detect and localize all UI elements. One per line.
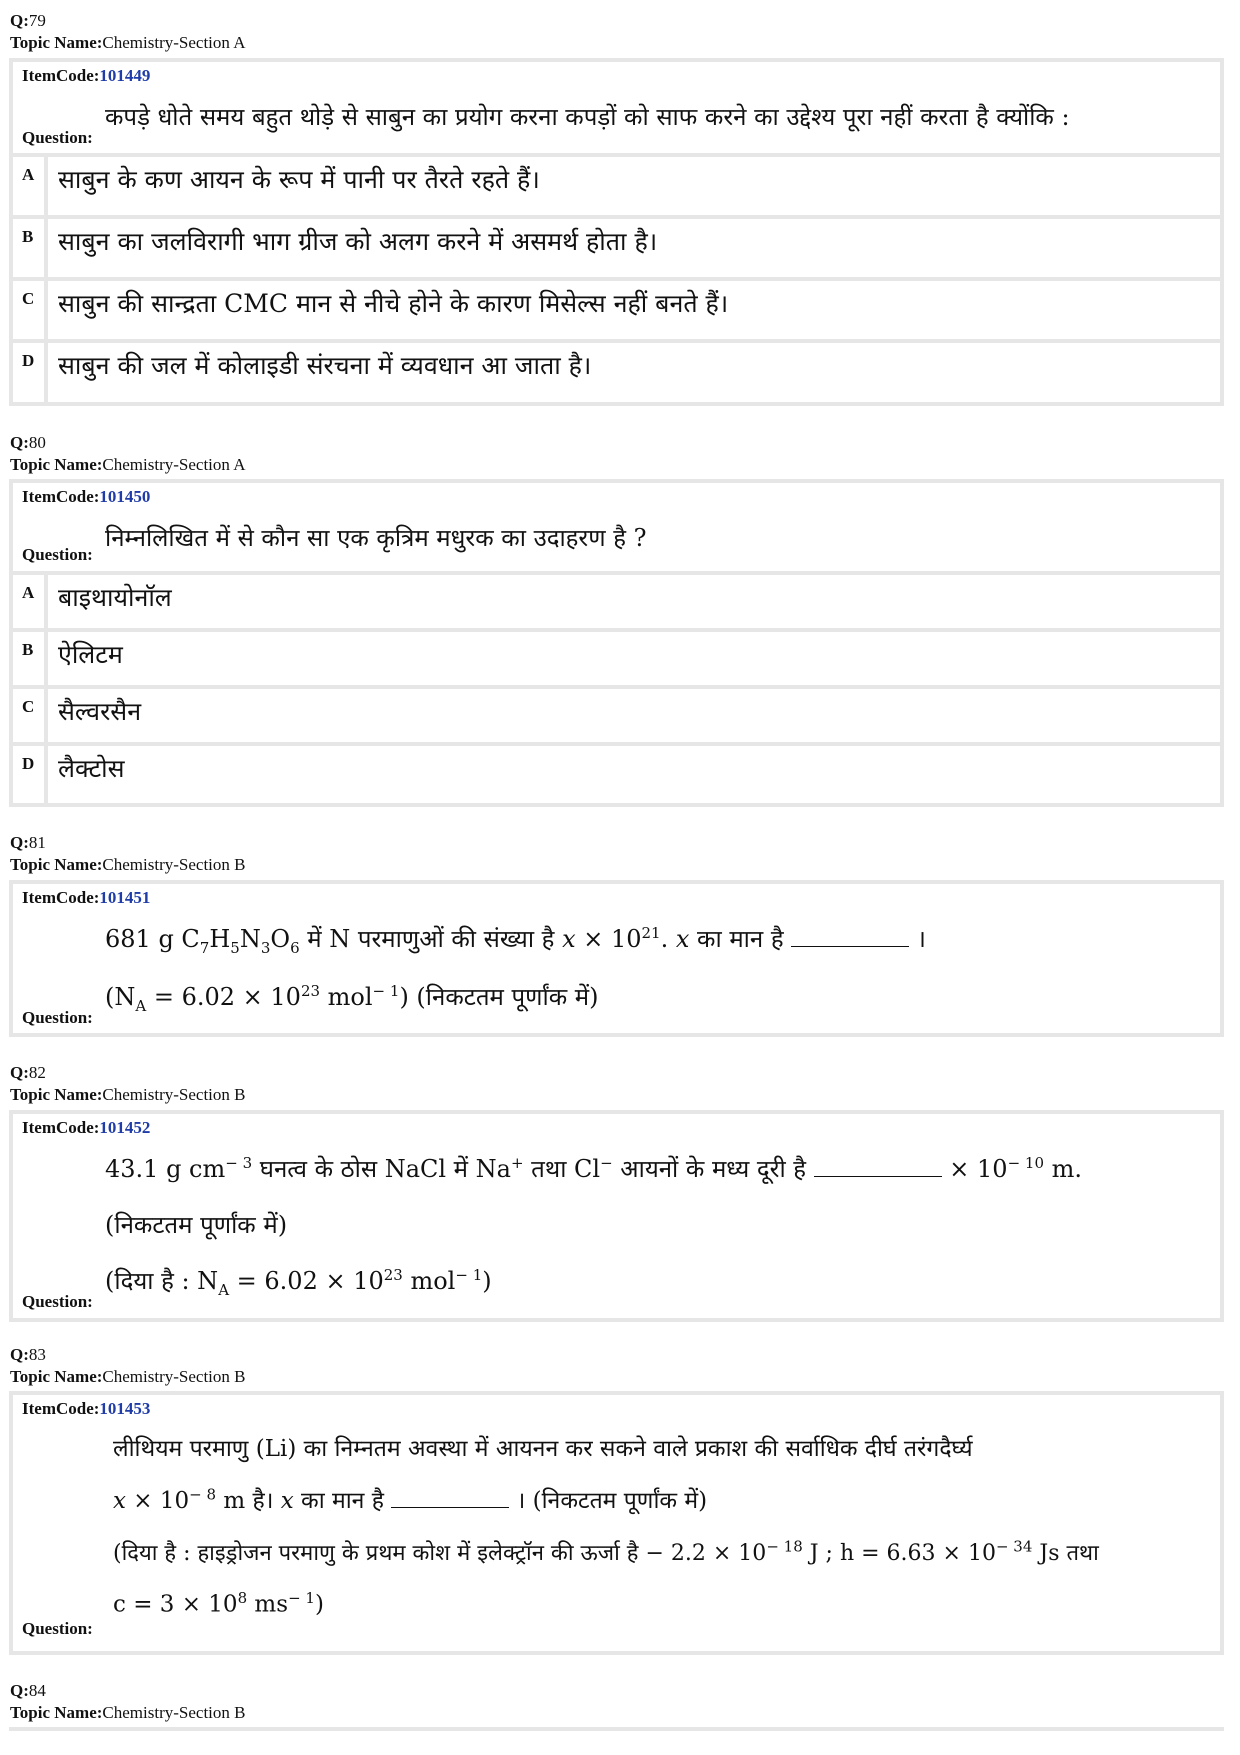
- item-code-value: 101453: [99, 1399, 151, 1418]
- topic-name: Chemistry-Section B: [102, 855, 246, 874]
- option-letter: D: [22, 754, 35, 773]
- question-header-81: [10, 832, 245, 876]
- option-letter: B: [22, 227, 34, 246]
- option-text: साबुन का जलविरागी भाग ग्रीज को अलग करने में असमर्थ होता है।: [58, 227, 658, 256]
- item-code-value: 101452: [99, 1118, 151, 1137]
- option-text: साबुन की जल में कोलाइडी संरचना में व्यवधान आ जाता है।: [58, 351, 592, 380]
- question-number: 80: [28, 433, 46, 452]
- question-line-1: लीथियम परमाणु (Li) का निम्नतम अवस्था में आयनन कर सकने वाले प्रकाश की सर्वाधिक दीर्घ तरंगदैर्घ्य: [113, 1436, 973, 1462]
- option-a[interactable]: [13, 153, 1220, 219]
- question-number: 81: [28, 833, 46, 852]
- question-line-1: 43.1 g $cm^{- 3}$ घनत्व के ठोस NaCl में Na+ तथा Cl− आयनों के मध्य दूरी है × $10^{- 10}$ m.: [105, 1154, 1083, 1183]
- question-header-83: [10, 1344, 245, 1388]
- topic-name: Chemistry-Section B: [102, 1367, 246, 1386]
- topic-name: Chemistry-Section A: [102, 455, 246, 474]
- question-label: Question:: [22, 1008, 93, 1027]
- q-label: Q:: [10, 833, 29, 852]
- topic-label: Topic Name:: [10, 33, 103, 52]
- option-c[interactable]: [13, 685, 1220, 746]
- q-label: Q:: [10, 1345, 29, 1364]
- q-label: Q:: [10, 11, 29, 30]
- question-line-2: (निकटतम पूर्णांक में): [105, 1211, 288, 1239]
- topic-label: Topic Name:: [10, 855, 103, 874]
- question-label: Question:: [22, 1619, 93, 1638]
- option-letter: A: [22, 165, 35, 184]
- item-code-value: 101451: [99, 888, 151, 907]
- option-text: साबुन की सान्द्रता CMC मान से नीचे होने के कारण मिसेल्स नहीं बनते हैं।: [58, 289, 729, 318]
- item-code: ItemCode:101452: [22, 1118, 151, 1137]
- q-label: Q:: [10, 433, 29, 452]
- item-code-value: 101450: [99, 487, 151, 506]
- item-code: ItemCode:101450: [22, 487, 151, 506]
- question-line-2: ($N_A = 6.02 \times 10^{23}$ mol$^{- 1}$) (निकटतम पूर्णांक में): [105, 982, 599, 1015]
- option-letter: D: [22, 351, 35, 370]
- question-line-4: $c = 3 \times 10^8$ $ms^{- 1}$): [113, 1589, 324, 1618]
- question-number: 82: [28, 1063, 46, 1082]
- question-text: निम्नलिखित में से कौन सा एक कृत्रिम मधुरक का उदाहरण है ?: [105, 524, 647, 552]
- question-line-1: 681 g $C_7H_5N_3O_6$ में N परमाणुओं की संख्या है $x \times 10^{21}$. x का मान है ।: [105, 924, 926, 957]
- question-header-82: [10, 1062, 245, 1106]
- option-b[interactable]: [13, 215, 1220, 281]
- question-card-81: [9, 880, 1224, 1037]
- option-a[interactable]: [13, 571, 1220, 632]
- option-text: साबुन के कण आयन के रूप में पानी पर तैरते रहते हैं।: [58, 165, 540, 194]
- question-card-84-top: [9, 1727, 1224, 1731]
- option-letter: C: [22, 697, 35, 716]
- topic-name: Chemistry-Section B: [102, 1703, 246, 1722]
- question-header-79: [10, 10, 245, 54]
- question-card-83: [9, 1391, 1224, 1655]
- question-label: Question:: [22, 1292, 93, 1311]
- question-text: कपड़े धोते समय बहुत थोड़े से साबुन का प्रयोग करना कपड़ों को साफ करने का उद्देश्य पूरा नहीं करता है क्योंकि :: [105, 103, 1070, 131]
- answer-blank: [391, 1507, 509, 1508]
- option-text: सैल्वरसैन: [58, 697, 142, 726]
- question-card-80: [9, 479, 1224, 807]
- question-header-80: [10, 432, 245, 476]
- question-label: Question:: [22, 128, 93, 147]
- option-d[interactable]: [13, 742, 1220, 807]
- question-line-3: (दिया है : $N_A = 6.02 \times 10^{23}$ mol$^{- 1}$): [105, 1266, 492, 1299]
- question-header-84: [10, 1680, 245, 1724]
- option-letter: B: [22, 640, 34, 659]
- topic-label: Topic Name:: [10, 1085, 103, 1104]
- item-code: ItemCode:101453: [22, 1399, 151, 1418]
- option-letter: C: [22, 289, 35, 308]
- item-code: ItemCode:101451: [22, 888, 151, 907]
- question-number: 79: [28, 11, 46, 30]
- question-line-2: $x \times 10^{- 8}$ m है। x का मान है । (निकटतम पूर्णांक में): [113, 1485, 708, 1514]
- question-number: 84: [28, 1681, 46, 1700]
- option-text: लैक्टोस: [58, 754, 125, 783]
- option-b[interactable]: [13, 628, 1220, 689]
- q-label: Q:: [10, 1063, 29, 1082]
- topic-name: Chemistry-Section A: [102, 33, 246, 52]
- question-number: 83: [28, 1345, 46, 1364]
- topic-name: Chemistry-Section B: [102, 1085, 246, 1104]
- option-text: ऐलिटम: [58, 640, 123, 669]
- option-c[interactable]: [13, 277, 1220, 343]
- answer-blank: [791, 946, 909, 947]
- question-card-82: [9, 1110, 1224, 1322]
- topic-label: Topic Name:: [10, 455, 103, 474]
- option-letter: A: [22, 583, 35, 602]
- item-code: ItemCode:101449: [22, 66, 151, 85]
- option-text: बाइथायोनॉल: [58, 583, 172, 612]
- topic-label: Topic Name:: [10, 1703, 103, 1722]
- question-label: Question:: [22, 545, 93, 564]
- q-label: Q:: [10, 1681, 29, 1700]
- question-card-79: [9, 58, 1224, 406]
- option-d[interactable]: [13, 339, 1220, 406]
- topic-label: Topic Name:: [10, 1367, 103, 1386]
- question-line-3: (दिया है : हाइड्रोजन परमाणु के प्रथम कोश में इलेक्ट्रॉन की ऊर्जा है − $2.2 \times 10^{- 18}$ J ; $h = 6.63 \times 10^{- 34}$ Js तथा: [113, 1537, 1099, 1566]
- answer-blank: [814, 1176, 942, 1177]
- item-code-value: 101449: [99, 66, 151, 85]
